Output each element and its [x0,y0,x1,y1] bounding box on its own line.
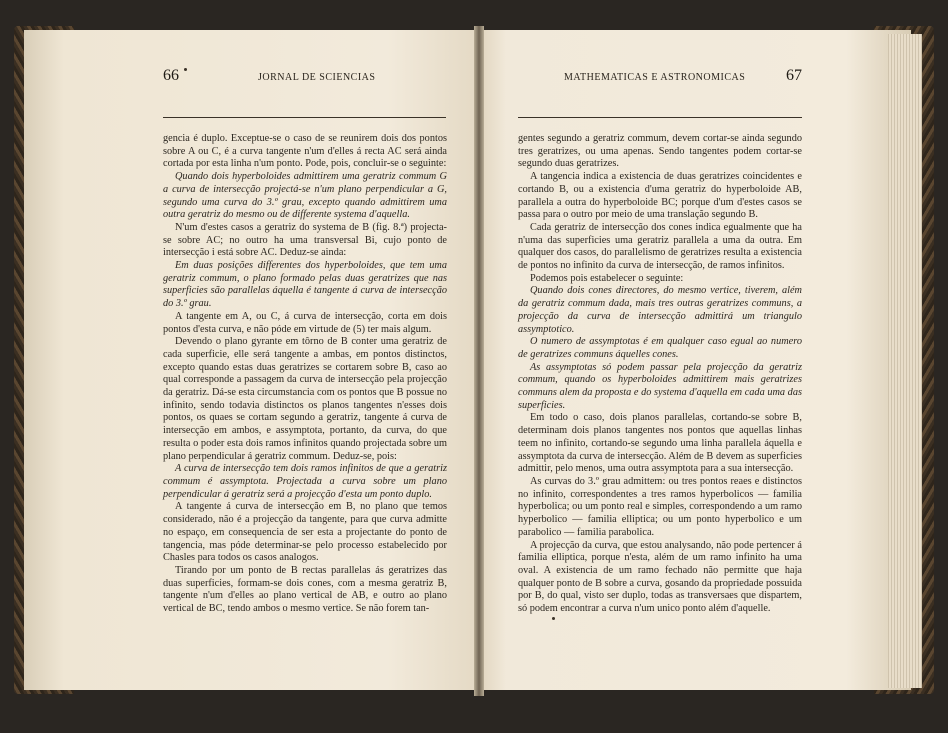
right-paragraph: Quando dois cones directores, do mesmo vertice, tiverem, além da geratriz commum dada, mais tres outras geratrizes communs, a projecção da curva de intersecção admittirá um triangulo assymptotico. [518,285,802,335]
right-paragraph: A tangencia indica a existencia de duas geratrizes coincidentes e cortando B, ou a existencia d'uma geratriz do hyperboloide AB, parallela a outra do hyperboloide BC; porque d'um d'estes casos se passa para o outro por meio de uma translação segundo B. [518,171,802,221]
right-paragraph: O numero de assymptotas é em qualquer caso egual ao numero de geratrizes communs áquelles cones. [518,336,802,360]
left-paragraph: Devendo o plano gyrante em tôrno de B conter uma geratriz de cada superficie, elle será tangente a ambas, em pontos distinctos, excepto quando estas duas geratrizes se cortarem sobre B, caso ao qual corresponde a passagem da curva de intersecção pela projecção da geratriz. Dá-se esta circumstancia com os pontos que B possue no infinito, sendo todavia distinctos os planos tangentes n'esses dois pontos, os quaes se cortam segundo a geratriz, tangente á curva de intersecção em ambos, e assymptota, portanto, da curva, do que resulta o poder esta dois ramos infinitos quando projectada sobre um plano perpendicular á geratriz commum. Deduz-se, pois: [163,336,447,462]
ink-speck [184,68,187,71]
left-running-header: JORNAL DE SCIENCIAS [258,72,376,83]
page-stack-edge [888,34,922,688]
left-body-text [163,133,447,616]
left-paragraph: A tangente em A, ou C, á curva de intersecção, corta em dois pontos d'esta curva, e não póde em virtude de (5) ter mais algum. [163,310,447,335]
left-paragraph: A tangente á curva de intersecção em B, no plano que temos considerado, não é a projecção da tangente, para que curva admitte no espaço, em consequencia de ser esta a projectante do ponto de tangencia, mas póde determinar-se pelo processo estabelecido por Chasles para todos os casos analogos. [163,501,447,564]
book-gutter [474,26,484,696]
right-paragraph: Podemos pois estabelecer o seguinte: [530,272,684,284]
right-header-rule [518,117,802,118]
ink-speck [552,617,555,620]
right-paragraph: As assymptotas só podem passar pela projecção da geratriz commum, quando os hyperboloides admittirem mais geratrizes communs alem da proposta e do systema d'aquella em cada uma das superficies. [518,361,802,411]
left-paragraph: gencia é duplo. Exceptue-se o caso de se reunirem dois dos pontos sobre A ou C, é a curva tangente n'um d'elles á recta AC será ainda cortada por esta linha n'um ponto. Pode, pois, concluir-se o seguinte: [163,133,447,170]
right-paragraph: Cada geratriz de intersecção dos cones indica egualmente que ha n'uma das superficies uma geratriz parallela a uma da outra. Em qualquer dos casos, do parallelismo de geratrizes resulta a existencia de pontos no infinito da curva de intersecção, de ramos infinitos. [518,221,802,272]
right-running-header: MATHEMATICAS E ASTRONOMICAS [564,72,746,83]
left-page-number: 66 [163,67,179,84]
right-body-text [518,133,802,616]
left-paragraph: Quando dois hyperboloides admittirem uma geratriz commum G a curva de intersecção projectá-se n'um plano perpendicular a G, segundo uma curva do 3.º grau, excepto quando admittirem uma outra geratriz do mesmo ou de differente systema d'aquella. [163,171,447,221]
left-header-rule [163,117,446,118]
left-paragraph: Em duas posições differentes dos hyperboloides, que tem uma geratriz commum, o plano formado pelas duas geratrizes que nas superficies são parallelas áquella é tangente á curva de intersecção do 3.º grau. [163,260,447,310]
right-paragraph: As curvas do 3.º grau admittem: ou tres pontos reaes e distinctos no infinito, correspondentes a tres ramos hyperbolicos — familia hyperbolica; ou um ponto real e simples, correspondendo a um ramo hyperbolico — familia elliptica; ou um ponto hyperbolico e um parabolico — familia parabolica. [518,475,802,538]
right-paragraph: A projecção da curva, que estou analysando, não pode pertencer á familia elliptica, porque n'esta, além de um ramo infinito ha uma oval. A existencia de um ramo fechado não permitte que haja qualquer ponto de B sobre a curva, gosando da propriedade possuida por B, do qual, visto ser duplo, todas as transversaes que dispartem, só podem encontrar a curva n'um unico ponto além d'aquelle. [518,539,802,615]
left-paragraph: N'um d'estes casos a geratriz do systema de B (fig. 8.ª) projecta-se sobre AC; no outro ha uma transversal Bi, cujo ponto de intersecção i está sobre AC. Deduz-se ainda: [163,221,447,259]
right-paragraph: gentes segundo a geratriz commum, devem cortar-se ainda segundo tres geratrizes, ou uma apenas. Sendo tangentes podem cortar-se segundo duas geratrizes. [518,133,802,170]
left-paragraph: Tirando por um ponto de B rectas parallelas ás geratrizes das duas superficies, formam-se dois cones, com a mesma geratriz B, tangente n'um d'elles ao plano vertical de AB, e outro ao plano vertical de BC, tendo ambos o mesmo vertice. Se não forem tan- [163,564,447,615]
left-paragraph: A curva de intersecção tem dois ramos infinitos de que a geratriz commum é assymptota. Projectada a curva sobre um plano perpendicular á geratriz será a projecção d'esta um ponto duplo. [163,463,447,500]
right-page-number: 67 [786,67,802,84]
right-paragraph: Em todo o caso, dois planos parallelas, cortando-se sobre B, determinam dois planos tangentes nos pontos que aquellas linhas teem no infinito, cortando-se segundo uma linha parallela áquella e assymptota da curva de intersecção. Além de B devem as superficies admittir, pelo menos, uma outra assymptota para a sua intersecção. [518,412,802,475]
